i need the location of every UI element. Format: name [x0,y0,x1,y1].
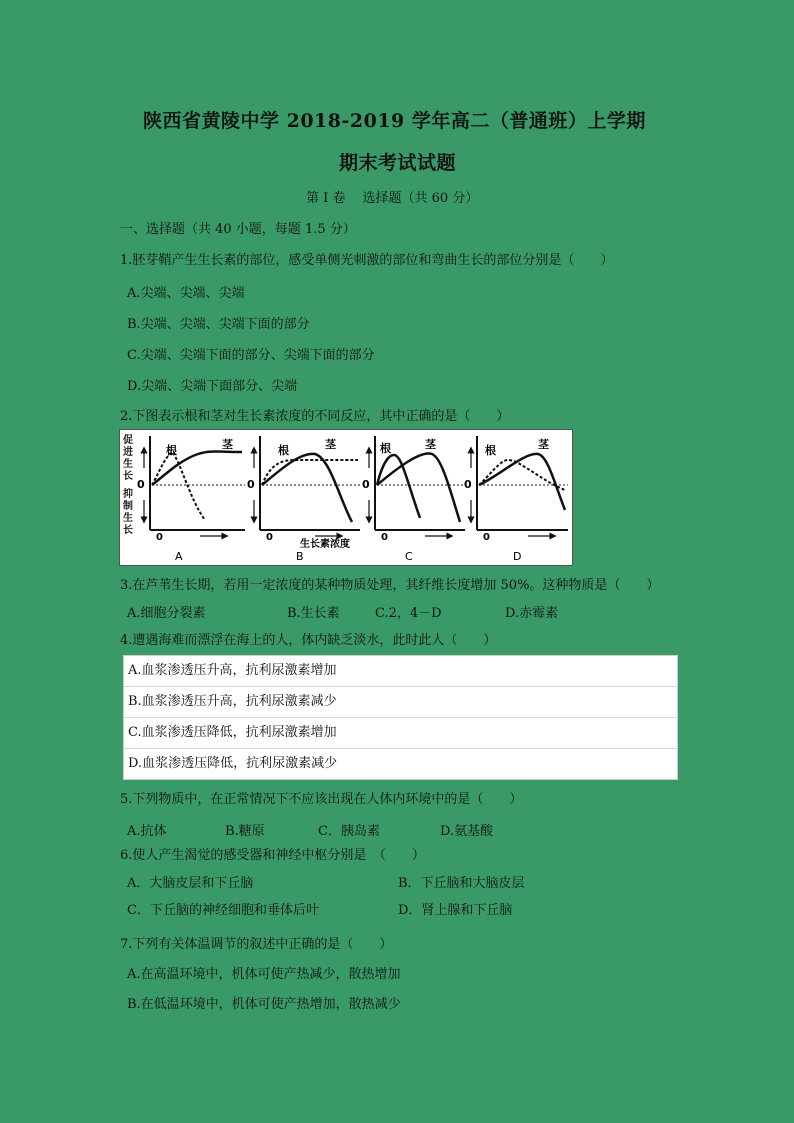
question-3-option-d: D.赤霉素 [505,606,559,621]
panel-d-stem-label: 茎 [538,438,549,451]
panel-b-stem-curve [262,454,352,522]
panel-b-label: B [296,550,304,563]
question-6-option-c: C．下丘脑的神经细胞和垂体后叶 [127,903,319,918]
question-1-option-a: A.尖端、尖端、尖端 [127,286,245,301]
question-5-stem: 5.下列物质中，在正常情况下不应该出现在人体内环境中的是（ ） [120,792,523,807]
question-7-stem: 7.下列有关体温调节的叙述中正确的是（ ） [120,937,393,952]
y-label-inhibit-4: 长 [123,525,133,536]
y-label-promote-3: 生 [123,459,133,470]
y-label-promote-1: 促 [123,435,133,446]
y-label-inhibit-3: 生 [123,513,133,524]
panel-c-zero: 0 [362,478,370,491]
panel-b-root-label: 根 [278,444,289,457]
panel-a-origin: 0 [156,532,163,543]
y-label-promote-2: 进 [123,447,133,458]
question-4-option-d: D.血浆渗透压降低，抗利尿激素减少 [128,756,338,771]
question-1-stem: 1.胚芽鞘产生生长素的部位，感受单侧光刺激的部位和弯曲生长的部位分别是（ ） [120,253,614,268]
panel-c-label: C [405,550,413,563]
panel-b-stem-label: 茎 [325,438,336,451]
panel-c-root-curve [377,455,420,518]
panel-d-label: D [513,550,522,563]
question-4-option-b: B.血浆渗透压升高，抗利尿激素减少 [124,687,677,718]
panel-a-zero: 0 [137,478,145,491]
question-6-option-a: A．大脑皮层和下丘脑 [127,876,254,891]
question-7-option-a: A.在高温环境中，机体可使产热减少，散热增加 [127,967,401,982]
question-3-stem: 3.在芦苇生长期，若用一定浓度的某种物质处理，其纤维长度增加 50%。这种物质是（ ） [120,578,660,593]
question-5-option-c: C．胰岛素 [318,824,380,839]
page-subtitle: 期末考试试题 [339,152,457,174]
panel-d-zero: 0 [464,478,472,491]
question-6-option-d: D．肾上腺和下丘脑 [398,903,513,918]
y-label-inhibit-1: 抑 [123,489,133,500]
auxin-response-figure [119,429,573,566]
panel-a-stem-label: 茎 [222,438,233,451]
panel-d-root-label: 根 [485,444,496,457]
panel-b-origin: 0 [266,532,273,543]
question-4-option-a: A.血浆渗透压升高，抗利尿激素增加 [124,656,677,687]
question-1-option-d: D.尖端、尖端下面部分、尖端 [127,379,298,394]
section-heading: 第 I 卷 选择题（共 60 分） [306,191,479,206]
question-4-options-table [123,655,678,780]
panel-a-label: A [175,550,183,563]
panel-b-zero: 0 [247,478,255,491]
question-5-option-d: D.氨基酸 [440,824,494,839]
question-3-option-b: B.生长素 [287,606,340,621]
question-1-option-b: B.尖端、尖端、尖端下面的部分 [127,317,310,332]
question-5-option-b: B.糖原 [225,824,265,839]
question-1-option-c: C.尖端、尖端下面的部分、尖端下面的部分 [127,348,375,363]
panel-c-root-label: 根 [380,442,391,455]
question-2-stem: 2.下图表示根和茎对生长素浓度的不同反应，其中正确的是（ ） [120,409,510,424]
question-4-option-c: C.血浆渗透压降低，抗利尿激素增加 [124,718,677,749]
panel-c [362,436,465,563]
question-6-option-b: B．下丘脑和大脑皮层 [398,876,525,891]
question-6-stem: 6.使人产生渴觉的感受器和神经中枢分别是 （ ） [120,848,425,863]
panel-d [464,436,568,563]
question-3-option-c: C.2，4－D [375,606,442,621]
y-label-inhibit-2: 制 [123,501,133,512]
question-3-option-a: A.细胞分裂素 [127,606,206,621]
panel-a-root-label: 根 [166,444,177,457]
question-5-option-a: A.抗体 [127,824,167,839]
question-7-option-b: B.在低温环境中，机体可使产热增加，散热减少 [127,997,401,1012]
y-label-promote-4: 长 [123,471,133,482]
part-heading: 一、选择题（共 40 小题，每题 1.5 分） [120,222,356,237]
panel-d-stem-curve [479,454,565,510]
panel-c-stem-label: 茎 [425,438,436,451]
x-axis-label: 生长素浓度 [300,539,350,550]
panel-d-origin: 0 [483,532,490,543]
page-title: 陕西省黄陵中学 2018-2019 学年高二（普通班）上学期 [143,110,646,132]
panel-a [137,436,245,563]
panel-a-root-curve [152,452,205,520]
question-4-stem: 4.遭遇海难而漂浮在海上的人，体内缺乏淡水，此时此人（ ） [120,633,497,648]
panel-c-origin: 0 [381,532,388,543]
